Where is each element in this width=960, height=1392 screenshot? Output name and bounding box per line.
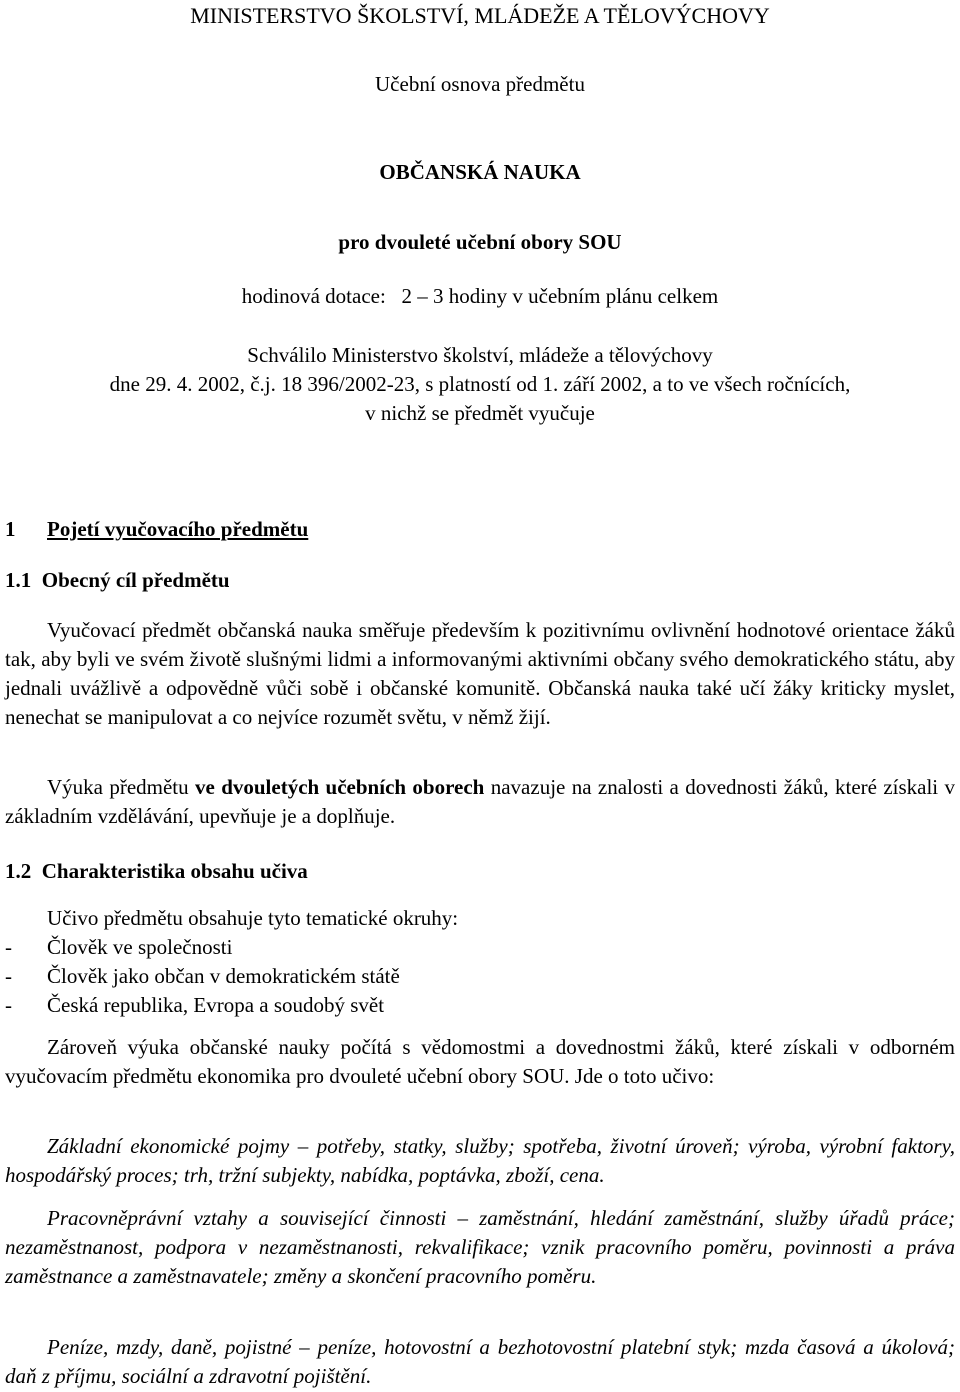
list-item-text: Člověk ve společnosti <box>47 935 233 959</box>
list-dash: - <box>5 964 12 988</box>
bold-fragment: ve dvouletých učebních oborech <box>195 775 485 799</box>
list-item-text: Česká republika, Evropa a soudobý svět <box>47 993 385 1017</box>
approval-line: dne 29. 4. 2002, č.j. 18 396/2002-23, s platností od 1. září 2002, a to ve všech ročnících, <box>109 372 851 396</box>
ministry-title: MINISTERSTVO ŠKOLSTVÍ, MLÁDEŽE A TĚLOVÝCHOVY <box>190 3 770 28</box>
topics-list <box>5 904 955 1020</box>
text-fragment: navazuje na znalosti a dovednosti žáků, které získali v základním vzdělávání, upevňuje je a doplňuje. <box>5 775 955 828</box>
approval-line: Schválilo Ministerstvo školství, mládeže a tělovýchovy <box>247 343 713 367</box>
list-dash: - <box>5 993 12 1017</box>
paragraph-general-goal: Vyučovací předmět občanská nauka směřuje především k pozitivnímu ovlivnění hodnotové orientace žáků tak, aby byli ve svém životě slušnými lidmi a informovanými aktivními občany svého demokratického státu, aby jednali uvážlivě a odpovědně vůči sobě i občanské komunitě. Občanská nauka také učí žáky kriticky myslet, nenechat se manipulovat a co nejvíce rozumět světu, v němž žijí. <box>5 618 955 729</box>
section-1-heading <box>5 515 308 544</box>
list-item <box>5 991 955 1020</box>
italic-paragraph-economics: Základní ekonomické pojmy – potřeby, statky, služby; spotřeba, životní úroveň; výroba, výrobní faktory, hospodářský proces; trh, tržní subjekty, nabídka, poptávka, zboží, cena. <box>5 1134 955 1187</box>
approval-statement <box>0 341 960 428</box>
italic-paragraph-money: Peníze, mzdy, daně, pojistné – peníze, hotovostní a bezhotovostní platební styk; mzda časová a úkolová; daň z příjmu, sociální a zdravotní pojištění. <box>5 1335 955 1388</box>
hour-allocation: hodinová dotace: 2 – 3 hodiny v učebním plánu celkem <box>241 284 719 308</box>
text-fragment: Výuka předmětu <box>47 775 196 799</box>
topics-intro: Učivo předmětu obsahuje tyto tematické okruhy: <box>47 906 459 930</box>
subject-title: OBČANSKÁ NAUKA <box>379 160 581 184</box>
list-dash: - <box>5 935 12 959</box>
paragraph-economics-link: Zároveň výuka občanské nauky počítá s vědomostmi a dovednostmi žáků, které získali v odborném vyučovacím předmětu ekonomika pro dvouleté učební obory SOU. Jde o toto učivo: <box>5 1035 955 1088</box>
section-title: Pojetí vyučovacího předmětu <box>47 517 309 541</box>
document-type: Učební osnova předmětu <box>375 72 585 96</box>
section-1-1-heading: 1.1 Obecný cíl předmětu <box>5 568 230 592</box>
study-programs: pro dvouleté učební obory SOU <box>338 230 622 254</box>
list-item <box>5 933 955 962</box>
paragraph-teaching-continuation <box>5 773 955 831</box>
list-item <box>5 962 955 991</box>
section-1-2-heading: 1.2 Charakteristika obsahu učiva <box>5 859 308 883</box>
list-item-text: Člověk jako občan v demokratickém státě <box>47 964 400 988</box>
italic-paragraph-labour: Pracovněprávní vztahy a související činnosti – zaměstnání, hledání zaměstnání, služby úřadů práce; nezaměstnanost, podpora v nezaměstnanosti, rekvalifikace; vznik pracovního poměru, povinnosti a práva zaměstnance a zaměstnavatele; změny a skončení pracovního poměru. <box>5 1206 955 1288</box>
approval-line: v nichž se předmět vyučuje <box>365 401 595 425</box>
section-number: 1 <box>5 517 16 541</box>
